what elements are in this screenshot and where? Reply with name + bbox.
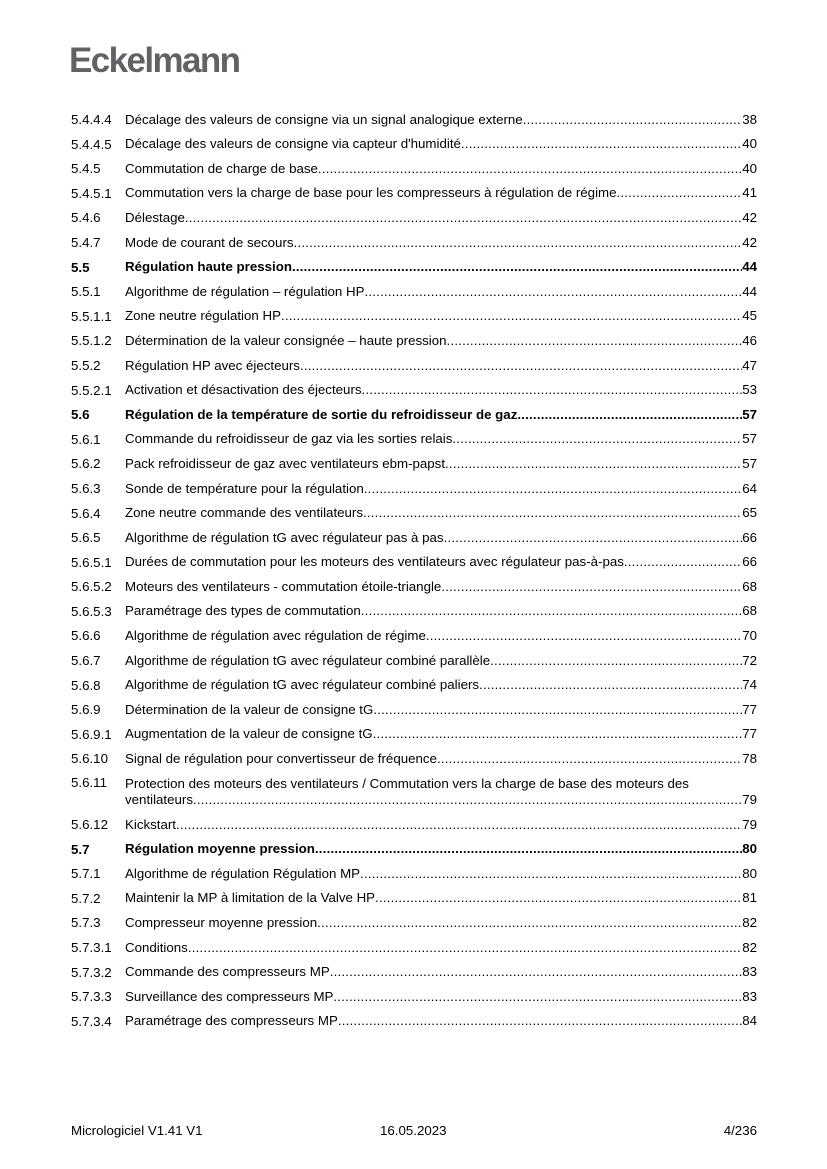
dot-leader bbox=[188, 940, 742, 956]
dot-leader bbox=[444, 530, 743, 546]
toc-entry-number: 5.6.9.1 bbox=[71, 726, 112, 742]
toc-entry-number: 5.5.1 bbox=[71, 284, 101, 300]
toc-entry-page: 38 bbox=[742, 111, 757, 127]
toc-entry[interactable] bbox=[71, 648, 757, 673]
dot-leader bbox=[445, 456, 742, 472]
table-of-contents bbox=[71, 107, 757, 1033]
dot-leader bbox=[317, 915, 742, 931]
toc-entry[interactable] bbox=[71, 132, 757, 157]
toc-entry-number: 5.4.7 bbox=[71, 234, 101, 250]
toc-entry-page: 80 bbox=[742, 865, 757, 881]
toc-entry-page: 83 bbox=[742, 988, 757, 1004]
toc-entry-title: Algorithme de régulation Régulation MP bbox=[125, 865, 361, 881]
toc-entry-title: Paramétrage des types de commutation bbox=[125, 603, 361, 619]
dot-leader bbox=[490, 653, 742, 669]
dot-leader bbox=[441, 579, 742, 595]
toc-entry-title: Algorithme de régulation tG avec régulateur combiné paliers bbox=[125, 677, 480, 693]
dot-leader bbox=[364, 481, 742, 497]
toc-entry[interactable] bbox=[71, 378, 757, 403]
toc-entry[interactable] bbox=[71, 722, 757, 747]
dot-leader bbox=[281, 308, 742, 324]
toc-entry-page: 44 bbox=[742, 283, 757, 299]
toc-entry-title: Commande du refroidisseur de gaz via les sorties relais bbox=[125, 431, 453, 447]
toc-entry-title: Sonde de température pour la régulation bbox=[125, 480, 364, 496]
toc-entry-title: Décalage des valeurs de consigne via capteur d'humidité bbox=[125, 136, 461, 152]
dot-leader bbox=[176, 817, 742, 833]
toc-entry-page: 44 bbox=[742, 259, 757, 275]
toc-entry-title: Détermination de la valeur de consigne tG bbox=[125, 701, 374, 717]
toc-entry[interactable] bbox=[71, 353, 757, 378]
toc-entry-number: 5.6.4 bbox=[71, 505, 101, 521]
toc-entry-number: 5.5.2.1 bbox=[71, 382, 112, 398]
toc-entry-page: 64 bbox=[742, 480, 757, 496]
toc-entry-page: 79 bbox=[742, 792, 757, 808]
toc-entry[interactable] bbox=[71, 746, 757, 771]
toc-entry-page: 68 bbox=[742, 603, 757, 619]
toc-entry-title: Algorithme de régulation avec régulation de régime bbox=[125, 628, 426, 644]
toc-entry[interactable] bbox=[71, 837, 757, 862]
toc-entry[interactable] bbox=[71, 910, 757, 935]
toc-entry-number: 5.6.5.2 bbox=[71, 579, 112, 595]
dot-leader bbox=[373, 702, 742, 718]
toc-entry-title-continued: ventilateurs bbox=[125, 792, 193, 808]
toc-entry-title: Zone neutre régulation HP bbox=[125, 308, 281, 324]
toc-entry-page: 84 bbox=[742, 1013, 757, 1029]
toc-entry-number: 5.4.5 bbox=[71, 161, 101, 177]
eckelmann-logo: Eckelmann bbox=[69, 41, 240, 80]
dot-leader bbox=[523, 112, 743, 128]
toc-entry[interactable] bbox=[71, 550, 757, 575]
toc-entry[interactable] bbox=[71, 525, 757, 550]
toc-entry-page: 42 bbox=[742, 234, 757, 250]
dot-leader bbox=[373, 726, 743, 742]
toc-entry-page: 70 bbox=[742, 628, 757, 644]
toc-entry-title: Compresseur moyenne pression bbox=[125, 915, 318, 930]
toc-entry-title: Zone neutre commande des ventilateurs bbox=[125, 505, 363, 521]
toc-entry-number: 5.6.5.1 bbox=[71, 554, 112, 570]
toc-entry-number: 5.6.5.3 bbox=[71, 603, 112, 619]
dot-leader bbox=[360, 866, 742, 882]
toc-entry-page: 41 bbox=[742, 185, 757, 201]
dot-leader bbox=[193, 792, 742, 808]
toc-entry-page: 82 bbox=[742, 915, 757, 930]
toc-entry[interactable] bbox=[71, 673, 757, 698]
toc-entry-number: 5.7.3.3 bbox=[71, 989, 112, 1005]
dot-leader bbox=[517, 407, 742, 423]
toc-entry-number: 5.6 bbox=[71, 407, 90, 423]
dot-leader bbox=[338, 1013, 742, 1029]
toc-entry[interactable] bbox=[71, 279, 757, 304]
toc-entry-number: 5.4.5.1 bbox=[71, 185, 112, 201]
toc-entry-number: 5.6.11 bbox=[71, 775, 107, 791]
toc-entry-title: Détermination de la valeur consignée – haute pression bbox=[125, 332, 447, 348]
dot-leader bbox=[437, 751, 742, 767]
toc-entry-page: 40 bbox=[742, 136, 757, 152]
toc-entry-title: Régulation haute pression bbox=[125, 259, 292, 275]
toc-entry-page: 65 bbox=[742, 505, 757, 521]
toc-entry[interactable] bbox=[71, 230, 757, 255]
toc-entry[interactable] bbox=[71, 599, 757, 624]
toc-entry-number: 5.6.8 bbox=[71, 677, 101, 693]
toc-entry[interactable] bbox=[71, 255, 757, 280]
toc-entry-title: Commutation de charge de base bbox=[125, 160, 318, 176]
dot-leader bbox=[292, 259, 742, 275]
toc-entry-number: 5.4.4.4 bbox=[71, 112, 112, 127]
toc-entry[interactable] bbox=[71, 156, 757, 181]
toc-entry[interactable] bbox=[71, 697, 757, 722]
dot-leader bbox=[333, 989, 742, 1005]
toc-entry-title: Régulation de la température de sortie du refroidisseur de gaz bbox=[125, 406, 518, 422]
dot-leader bbox=[294, 235, 743, 251]
toc-entry-page: 66 bbox=[742, 554, 757, 570]
toc-entry-page: 42 bbox=[742, 209, 757, 225]
dot-leader bbox=[452, 431, 742, 447]
toc-entry-number: 5.7 bbox=[71, 841, 90, 857]
toc-entry-page: 77 bbox=[742, 701, 757, 717]
toc-entry-title: Durées de commutation pour les moteurs des ventilateurs avec régulateur pas-à-pas bbox=[125, 554, 624, 570]
toc-entry-title: Augmentation de la valeur de consigne tG bbox=[125, 726, 373, 742]
toc-entry[interactable] bbox=[71, 304, 757, 329]
toc-entry-page: 45 bbox=[742, 308, 757, 324]
footer-page-number: 4/236 bbox=[723, 1123, 757, 1138]
toc-entry-number: 5.6.7 bbox=[71, 653, 101, 669]
toc-entry[interactable] bbox=[71, 771, 757, 812]
footer-date: 16.05.2023 bbox=[380, 1123, 447, 1138]
toc-entry-page: 47 bbox=[742, 357, 757, 373]
toc-entry[interactable] bbox=[71, 181, 757, 206]
toc-entry[interactable] bbox=[71, 427, 757, 452]
toc-entry-number: 5.5 bbox=[71, 259, 90, 275]
toc-entry-page: 66 bbox=[742, 529, 757, 545]
toc-entry-title: Conditions bbox=[125, 939, 188, 955]
toc-entry-page: 80 bbox=[742, 841, 757, 857]
toc-entry-title: Algorithme de régulation tG avec régulateur combiné parallèle bbox=[125, 652, 491, 668]
toc-entry-number: 5.7.2 bbox=[71, 890, 101, 906]
toc-entry[interactable] bbox=[71, 205, 757, 230]
toc-entry-title: Pack refroidisseur de gaz avec ventilateurs ebm-papst bbox=[125, 455, 446, 471]
toc-entry-title: Signal de régulation pour convertisseur de fréquence bbox=[125, 751, 437, 767]
toc-entry-title: Régulation HP avec éjecteurs bbox=[125, 357, 300, 373]
toc-entry[interactable] bbox=[71, 960, 757, 985]
toc-entry-title: Paramétrage des compresseurs MP bbox=[125, 1013, 338, 1029]
toc-entry-number: 5.6.10 bbox=[71, 751, 108, 767]
toc-entry[interactable] bbox=[71, 574, 757, 599]
dot-leader bbox=[617, 185, 743, 201]
dot-leader bbox=[426, 628, 742, 644]
toc-entry-number: 5.7.3 bbox=[71, 915, 101, 931]
toc-entry-number: 5.5.2 bbox=[71, 357, 101, 373]
toc-entry-page: 81 bbox=[742, 890, 757, 906]
toc-entry-title: Activation et désactivation des éjecteurs bbox=[125, 382, 362, 398]
toc-entry-title: Algorithme de régulation – régulation HP bbox=[125, 283, 365, 299]
dot-leader bbox=[318, 161, 742, 177]
dot-leader bbox=[315, 841, 742, 857]
toc-entry[interactable] bbox=[71, 984, 757, 1009]
toc-entry-page: 46 bbox=[742, 332, 757, 348]
toc-entry-title: Maintenir la MP à limitation de la Valve HP bbox=[125, 890, 376, 906]
toc-entry-number: 5.7.1 bbox=[71, 866, 101, 882]
dot-leader bbox=[363, 505, 742, 521]
toc-entry-number: 5.6.12 bbox=[71, 817, 108, 833]
toc-entry[interactable] bbox=[71, 107, 757, 132]
toc-entry-title: Commande des compresseurs MP bbox=[125, 964, 330, 980]
toc-entry-number: 5.6.9 bbox=[71, 702, 101, 718]
toc-entry-number: 5.6.5 bbox=[71, 530, 101, 546]
toc-entry-number: 5.6.1 bbox=[71, 431, 101, 447]
dot-leader bbox=[300, 358, 742, 374]
dot-leader bbox=[361, 603, 742, 619]
toc-entry[interactable] bbox=[71, 501, 757, 526]
toc-entry-title: Kickstart bbox=[125, 816, 176, 832]
dot-leader bbox=[624, 554, 742, 570]
toc-entry-page: 57 bbox=[742, 431, 757, 447]
toc-entry-page: 68 bbox=[742, 578, 757, 594]
toc-entry-title: Moteurs des ventilateurs - commutation étoile-triangle bbox=[125, 578, 442, 594]
toc-entry[interactable] bbox=[71, 451, 757, 476]
toc-entry-page: 79 bbox=[742, 816, 757, 832]
footer-firmware-version: Micrologiciel V1.41 V1 bbox=[71, 1123, 203, 1138]
toc-entry[interactable] bbox=[71, 476, 757, 501]
toc-entry-page: 57 bbox=[742, 455, 757, 471]
toc-entry-page: 72 bbox=[742, 652, 757, 668]
toc-entry-title: Surveillance des compresseurs MP bbox=[125, 988, 334, 1004]
toc-entry-number: 5.4.4.5 bbox=[71, 136, 112, 152]
toc-entry-page: 78 bbox=[742, 751, 757, 767]
dot-leader bbox=[461, 136, 742, 152]
toc-entry-number: 5.6.2 bbox=[71, 456, 101, 472]
toc-entry-page: 53 bbox=[742, 382, 757, 398]
toc-entry[interactable] bbox=[71, 886, 757, 911]
dot-leader bbox=[479, 677, 742, 693]
toc-entry-page: 40 bbox=[742, 160, 757, 176]
toc-entry-page: 74 bbox=[742, 677, 757, 693]
toc-entry-number: 5.6.6 bbox=[71, 628, 101, 644]
toc-entry[interactable] bbox=[71, 402, 757, 427]
toc-entry[interactable] bbox=[71, 935, 757, 960]
dot-leader bbox=[365, 284, 743, 300]
toc-entry-title: Décalage des valeurs de consigne via un signal analogique externe bbox=[125, 111, 523, 127]
toc-entry[interactable] bbox=[71, 1009, 757, 1034]
toc-entry-number: 5.7.3.4 bbox=[71, 1013, 112, 1029]
dot-leader bbox=[185, 210, 742, 226]
dot-leader bbox=[330, 964, 743, 980]
toc-entry-title: Protection des moteurs des ventilateurs / Commutation vers la charge de base des moteurs des bbox=[125, 776, 689, 792]
toc-entry-page: 82 bbox=[742, 939, 757, 955]
toc-entry-number: 5.5.1.2 bbox=[71, 333, 112, 349]
toc-entry-number: 5.7.3.1 bbox=[71, 940, 112, 955]
dot-leader bbox=[447, 333, 743, 349]
toc-entry[interactable] bbox=[71, 328, 757, 353]
toc-entry-number: 5.5.1.1 bbox=[71, 308, 112, 324]
toc-entry-number: 5.6.3 bbox=[71, 480, 101, 496]
toc-entry[interactable] bbox=[71, 861, 757, 886]
dot-leader bbox=[362, 382, 743, 398]
toc-entry-number: 5.4.6 bbox=[71, 210, 101, 226]
toc-entry-page: 57 bbox=[742, 406, 757, 422]
toc-entry-title: Algorithme de régulation tG avec régulateur pas à pas bbox=[125, 529, 444, 545]
toc-entry[interactable] bbox=[71, 812, 757, 837]
dot-leader bbox=[375, 890, 742, 906]
toc-entry-title: Régulation moyenne pression bbox=[125, 841, 315, 857]
toc-entry-page: 83 bbox=[742, 964, 757, 980]
toc-entry[interactable] bbox=[71, 623, 757, 648]
toc-entry-number: 5.7.3.2 bbox=[71, 964, 112, 980]
toc-entry-title: Commutation vers la charge de base pour les compresseurs à régulation de régime bbox=[125, 185, 617, 201]
toc-entry-title: Mode de courant de secours bbox=[125, 234, 294, 250]
toc-entry-page: 77 bbox=[742, 726, 757, 742]
toc-entry-title: Délestage bbox=[125, 209, 185, 225]
